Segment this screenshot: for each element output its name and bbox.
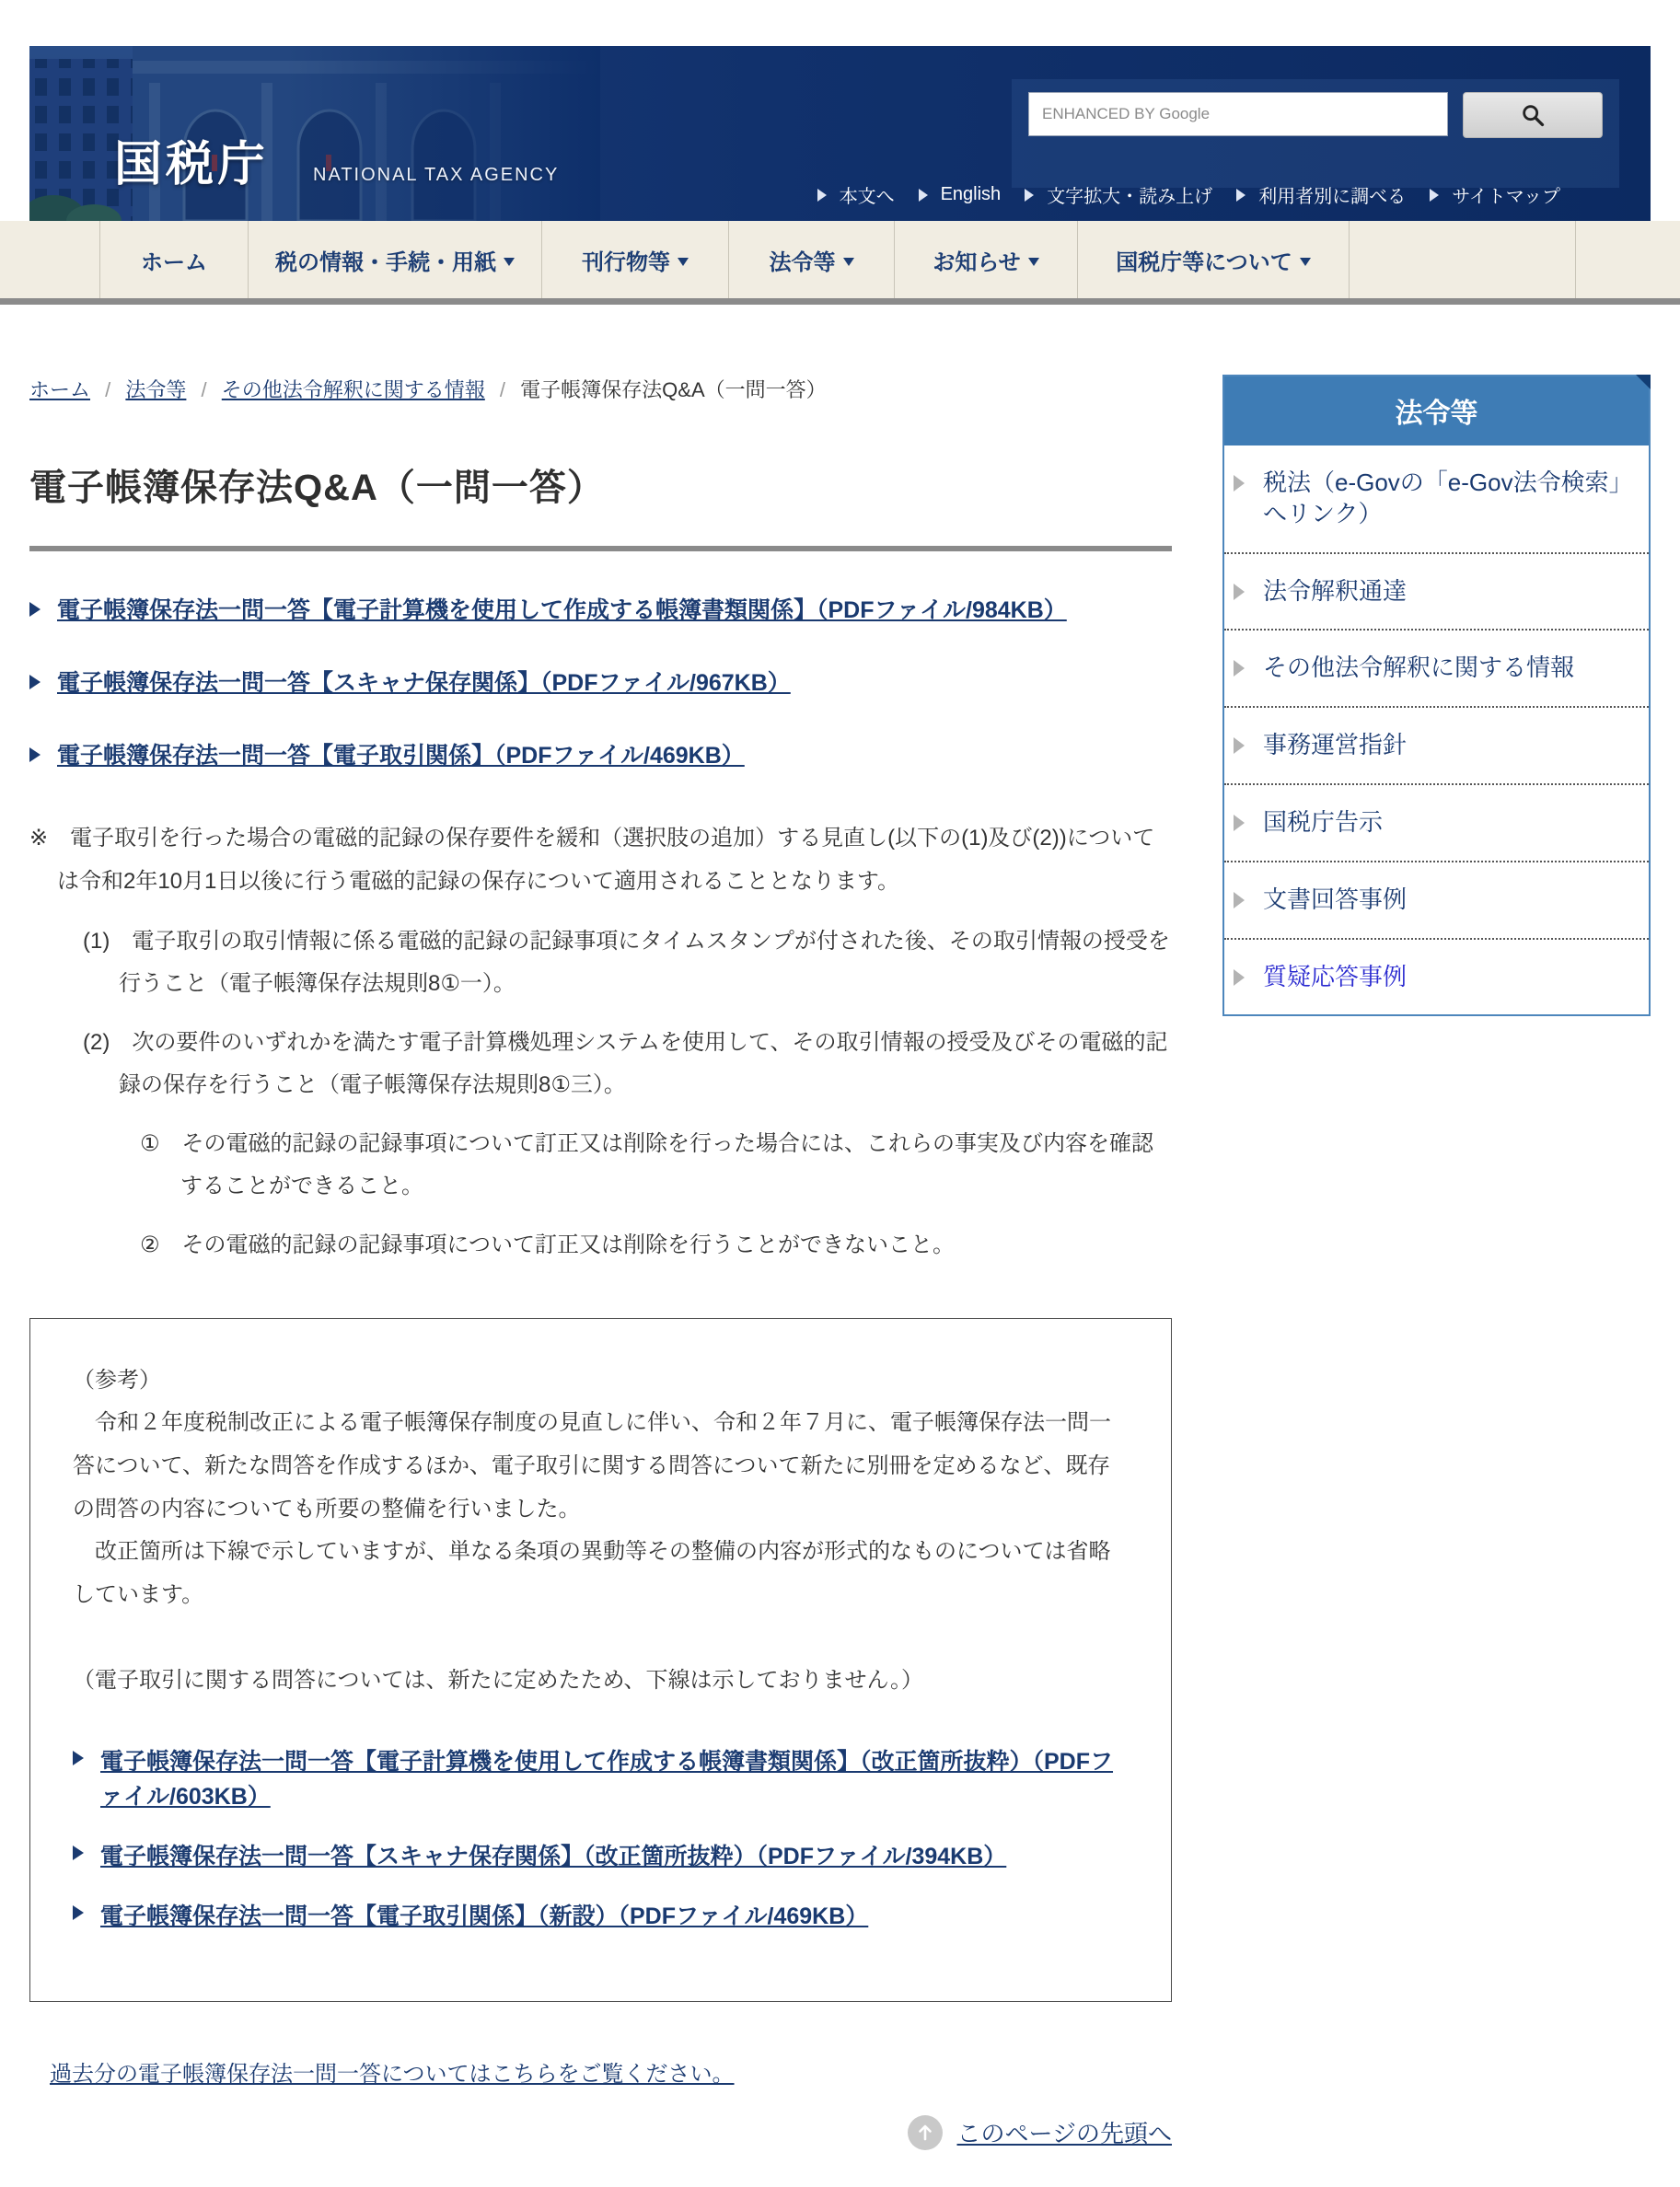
nav-spacer [0,221,99,298]
reference-link-list [73,1744,1129,1935]
triangle-icon [817,189,827,202]
nav-item-tax-info[interactable] [248,221,541,298]
back-to-top-link[interactable]: このページの先頭へ [956,2120,1172,2148]
search-button[interactable] [1463,92,1603,138]
list-item [73,1899,1129,1935]
content [29,375,1651,2187]
link-arrow-icon [73,1846,84,1860]
chevron-down-icon [504,258,515,266]
item-marker: (2) [83,1030,110,1055]
reference-paragraph-2: 改正箇所は下線で示していますが、単なる条項の異動等その整備の内容が形式的なものについては省略しています。 [73,1539,1111,1608]
item-marker: ② [140,1232,160,1258]
search-icon [1520,102,1546,128]
note-marker: ※ [29,826,49,851]
sidebar-item-horei-kaishaku-tsutatsu[interactable] [1224,554,1649,631]
sidebar-item-sonota-horei-kaishaku[interactable] [1224,631,1649,708]
sidebar-item-label[interactable]: 国税庁告示 [1263,807,1384,836]
back-to-top-row [29,2115,1172,2150]
breadcrumb-current: 電子帳簿保存法Q&A（一問一答） [520,378,827,401]
numbered-item-1 [29,920,1172,1005]
site-logo[interactable] [114,125,559,194]
search-panel [1012,79,1619,188]
nav-item-label: 税の情報・手続・用紙 [275,249,496,275]
header-utility-nav [817,181,1584,208]
list-item [29,596,1172,627]
list-item [29,668,1172,700]
sidebar-list [1224,446,1649,1014]
pdf-link-denshi-torihiki[interactable]: 電子帳簿保存法一問一答【電子取引関係】（PDFファイル/469KB） [57,742,745,769]
breadcrumb [29,375,1172,403]
nav-item-publications[interactable] [541,221,728,298]
nav-spacer [1575,221,1680,298]
back-to-top-button[interactable] [908,2115,943,2150]
item-text: その電磁的記録の記録事項について訂正又は削除を行った場合には、これらの事実及び内容を確認することができること。 [180,1131,1154,1199]
reference-paragraph-1: 令和２年度税制改正による電子帳簿保存制度の見直しに伴い、令和２年７月に、電子帳簿保存法一問一答について、新たな問答を作成するほか、電子取引に関する問答について新たに別冊を定めるなど、既存の問答の内容についても所要の整備を行いました。 [73,1409,1111,1522]
triangle-icon [919,189,928,202]
link-arrow-icon [29,675,41,689]
pdf-link-list [29,596,1172,771]
triangle-icon [1234,969,1245,986]
nav-spacer [1349,221,1575,298]
triangle-icon [1430,189,1439,202]
item-text: その電磁的記録の記録事項について訂正又は削除を行うことができないこと。 [181,1232,956,1258]
nav-item-label: 法令等 [769,249,836,275]
triangle-icon [1234,584,1245,600]
nav-item-news[interactable] [894,221,1077,298]
link-arrow-icon [29,602,41,617]
utility-link-honbun[interactable]: 本文へ [839,187,895,207]
sidebar-item-label[interactable]: 文書回答事例 [1263,885,1408,913]
nav-item-label: お知らせ [933,249,1021,275]
past-qa-link[interactable]: 過去分の電子帳簿保存法一問一答についてはこちらをご覧ください。 [50,2061,735,2087]
sidebar-item-label[interactable]: 事務運営指針 [1263,731,1408,759]
sidebar-title: 法令等 [1224,376,1649,446]
arrow-up-icon [916,2123,934,2142]
nav-item-about-nta[interactable] [1077,221,1349,298]
nav-item-label: ホーム [141,249,207,275]
logo-en-text: NATIONAL TAX AGENCY [313,165,560,185]
pdf-link-scanner[interactable]: 電子帳簿保存法一問一答【スキャナ保存関係】（PDFファイル/967KB） [57,669,791,696]
breadcrumb-separator: / [499,378,506,401]
sidebar-item-jimu-unei-shishin[interactable] [1224,708,1649,785]
ref-pdf-link-keisanki-kaisei[interactable]: 電子帳簿保存法一問一答【電子計算機を使用して作成する帳簿書類関係】（改正箇所抜粋）（PDFファイル/603KB） [100,1748,1114,1811]
title-divider [29,546,1172,551]
past-link-row [29,2055,1172,2088]
numbered-item-2 [29,1022,1172,1106]
utility-link-sitemap[interactable]: サイトマップ [1452,187,1560,207]
link-arrow-icon [73,1751,84,1765]
nav-item-label: 刊行物等 [582,249,670,275]
chevron-down-icon [678,258,689,266]
breadcrumb-link-laws[interactable]: 法令等 [125,378,187,401]
triangle-icon [1236,189,1246,202]
ref-pdf-link-scanner-kaisei[interactable]: 電子帳簿保存法一問一答【スキャナ保存関係】（改正箇所抜粋）（PDFファイル/394KB） [100,1844,1007,1870]
sidebar-item-kokuzeicho-kokuji[interactable] [1224,785,1649,862]
item-text: 電子取引の取引情報に係る電磁的記録の記録事項にタイムスタンプが付された後、その取引情報の授受を行うこと（電子帳簿保存法規則8①一）。 [119,928,1170,996]
sidebar-item-label[interactable]: その他法令解釈に関する情報 [1263,654,1575,682]
utility-link-mojikakudai[interactable]: 文字拡大・読み上げ [1047,187,1213,207]
note-paragraph [29,817,1172,904]
circled-item-1 [29,1123,1172,1208]
triangle-icon [1234,737,1245,754]
breadcrumb-separator: / [201,378,207,401]
triangle-icon [1234,815,1245,831]
chevron-down-icon [1300,258,1311,266]
page-title: 電子帳簿保存法Q&A（一問一答） [29,468,605,508]
breadcrumb-link-other-interpretations[interactable]: その他法令解釈に関する情報 [221,378,485,401]
link-arrow-icon [29,747,41,762]
triangle-icon [1234,660,1245,677]
search-input[interactable] [1028,92,1448,136]
nav-item-home[interactable] [99,221,248,298]
breadcrumb-link-home[interactable]: ホーム [29,378,91,401]
logo-jp-text: 国税庁 [114,138,270,191]
item-text: 次の要件のいずれかを満たす電子計算機処理システムを使用して、その取引情報の授受及びその電磁的記録の保存を行うこと（電子帳簿保存法規則8①三）。 [119,1030,1168,1098]
list-item [73,1744,1129,1816]
nav-item-laws[interactable] [728,221,894,298]
circled-item-2 [29,1224,1172,1267]
triangle-icon [1025,189,1034,202]
chevron-down-icon [843,258,854,266]
sidebar-item-label[interactable]: 質疑応答事例 [1263,962,1408,990]
site-header [29,46,1651,221]
header-wrap [29,46,1651,221]
sidebar-laws [1222,375,1651,1016]
note-text: 電子取引を行った場合の電磁的記録の保存要件を緩和（選択肢の追加）する見直し(以下の(1)及び(2))については令和2年10月1日以後に行う電磁的記録の保存について適用されることとなります。 [57,826,1155,895]
triangle-icon [1234,475,1245,492]
ref-pdf-link-denshi-shinsetsu[interactable]: 電子帳簿保存法一問一答【電子取引関係】（新設）（PDFファイル/469KB） [100,1903,869,1929]
utility-link-english[interactable]: English [940,184,1002,204]
link-arrow-icon [73,1905,84,1920]
triangle-icon [1234,892,1245,908]
list-item [29,741,1172,772]
sidebar-item-zeiho[interactable] [1224,446,1649,554]
item-marker: ① [140,1131,160,1157]
sidebar-item-label[interactable]: 税法（e-Govの「e-Gov法令検索」へリンク） [1263,469,1633,527]
reference-note: （電子取引に関する問答については、新たに定めたため、下線は示しておりません。） [73,1667,923,1693]
list-item [73,1839,1129,1875]
utility-link-riyoushabetsu[interactable]: 利用者別に調べる [1258,187,1407,207]
main-column [29,375,1172,2187]
pdf-link-keisanki[interactable]: 電子帳簿保存法一問一答【電子計算機を使用して作成する帳簿書類関係】（PDFファイル/984KB） [57,597,1067,623]
sidebar-item-bunsho-kaito-jirei[interactable] [1224,862,1649,940]
breadcrumb-separator: / [105,378,111,401]
nav-item-label: 国税庁等について [1116,249,1292,275]
sidebar-item-label[interactable]: 法令解釈通達 [1263,576,1408,605]
item-marker: (1) [83,928,110,954]
main-nav [0,221,1680,305]
reference-heading: （参考） [73,1368,161,1394]
reference-box [29,1318,1172,2001]
chevron-down-icon [1028,258,1039,266]
sidebar-item-shitsugi-oto-jirei[interactable] [1224,940,1649,1015]
